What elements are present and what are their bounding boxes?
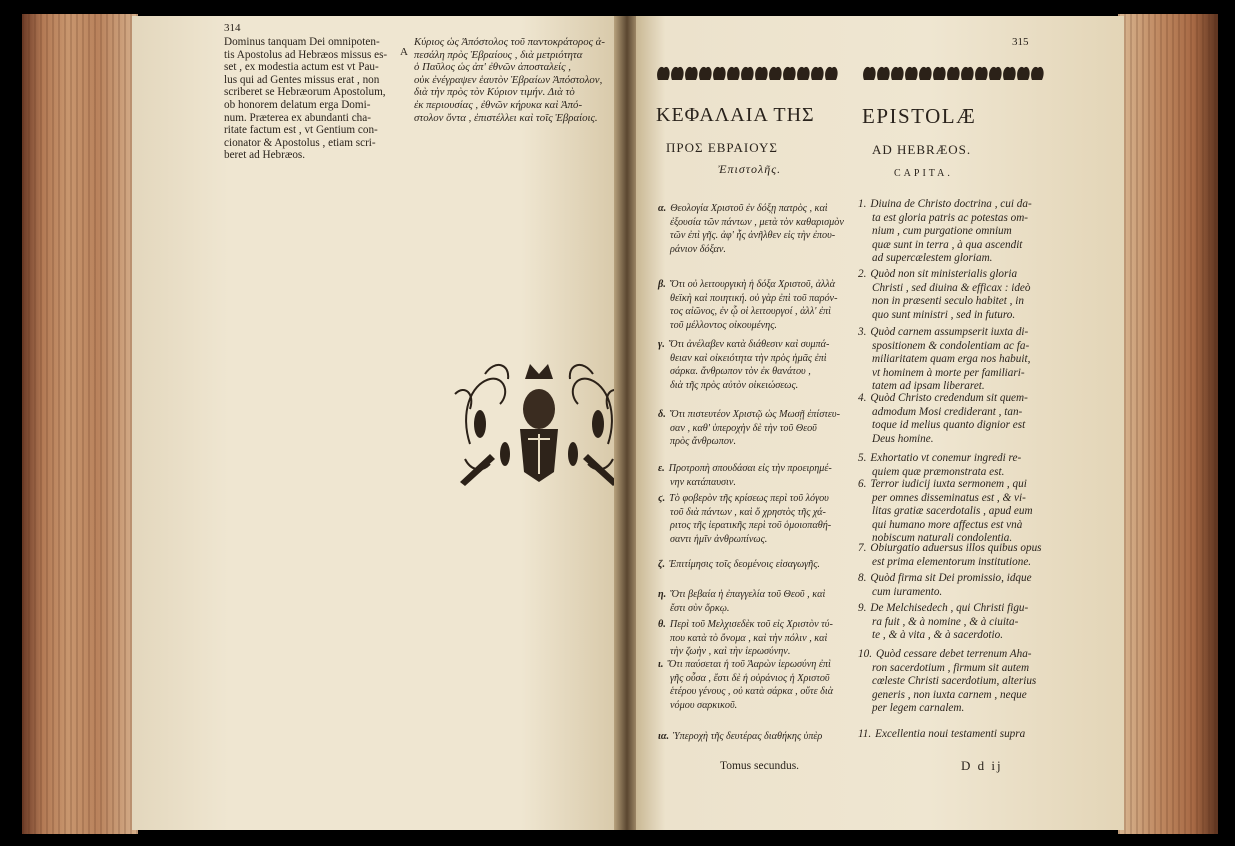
chapter-numeral: ε. bbox=[658, 463, 665, 474]
latin-line: ritate factum est , vt Gentium con- bbox=[224, 124, 378, 137]
greek-chapter-line bbox=[658, 278, 835, 292]
latin-chapter-text: Quòd Christo credendum sit quem- bbox=[870, 392, 1028, 404]
latin-chapter-line: litas gratiæ sacerdotalis , apud eum bbox=[872, 505, 1033, 518]
chapter-number: 6. bbox=[858, 478, 867, 490]
greek-chapter-text: Ὅτι παύσεται ἡ τοῦ Ἀαρὼν ἱερωσύνη ἐπὶ bbox=[667, 659, 831, 670]
greek-chapter-line bbox=[658, 492, 829, 506]
latin-line: ob honorem delatum erga Domi- bbox=[224, 99, 371, 111]
greek-chapter-line: διὰ τῆς πρὸς αὐτὸν οἰκειώσεως. bbox=[670, 379, 799, 391]
greek-chapter-line bbox=[658, 408, 840, 422]
ornament-motif bbox=[699, 67, 712, 80]
greek-chapter-text: Ὑπεροχὴ τῆς δευτέρας διαθήκης ὑπὲρ bbox=[673, 731, 823, 742]
ornament-motif bbox=[825, 67, 838, 80]
chapter-number: 5. bbox=[858, 452, 867, 464]
greek-chapter-line: ἑτέρου γένους , οὐ κατὰ σάρκα , οὔτε διὰ bbox=[670, 686, 834, 697]
ornament-motif bbox=[919, 67, 932, 80]
latin-chapter-line bbox=[858, 452, 1021, 466]
ornament-motif bbox=[933, 67, 946, 80]
greek-chapter-line: ἔστι σὺν ὅρκῳ. bbox=[670, 602, 730, 614]
greek-chapter-line: σαν , καθ' ὑπεροχὴν δὲ τὴν τοῦ Θεοῦ bbox=[670, 422, 817, 434]
greek-chapter-text: Ὅτι βεβαία ἡ ἐπαγγελία τοῦ Θεοῦ , καὶ bbox=[670, 589, 826, 600]
latin-line: lus qui ad Gentes missus erat , non bbox=[224, 73, 380, 86]
greek-chapter-text: Προτροπὴ σπουδάσαι εἰς τὴν προειρημέ- bbox=[668, 463, 832, 474]
latin-chapter-line bbox=[858, 728, 1025, 742]
greek-chapter-text: Περὶ τοῦ Μελχισεδὲκ τοῦ εἰς Χριστὸν τύ- bbox=[669, 619, 833, 630]
latin-subtitle-2: CAPITA. bbox=[894, 168, 953, 179]
greek-chapter-line: θειαν καὶ οἰκειότητα τὴν πρὸς ἡμᾶς ἐπὶ bbox=[670, 352, 827, 364]
latin-chapter-line bbox=[858, 198, 1032, 212]
latin-line: beret ad Hebræos. bbox=[224, 149, 306, 162]
greek-chapter-line: τοῦ μέλλοντος οἰκουμένης. bbox=[670, 319, 777, 331]
latin-line: num. Præterea ex abundanti cha- bbox=[224, 111, 371, 124]
greek-chapter-line: σάρκα. ἄνθρωπον τὸν ἐκ θανάτου , bbox=[670, 366, 811, 377]
latin-chapter-line: ra fuit , & à nomine , & à ciuita- bbox=[872, 615, 1019, 628]
greek-line: πεσάλη πρὸς Ἑβραίους , διὰ μετριότητα bbox=[414, 48, 583, 61]
latin-line: scriberet se Hebræorum Apostolum, bbox=[224, 86, 386, 99]
ornament-band-left bbox=[654, 62, 844, 84]
greek-chapter-line bbox=[658, 588, 825, 602]
greek-chapter-line: τὴν ζωὴν , καὶ τὴν ἱερωσύνην. bbox=[670, 646, 791, 657]
greek-chapter-line: πρὸς ἄνθρωπον. bbox=[670, 436, 736, 447]
latin-chapter-line: cœleste Christi sacerdotium, alterius bbox=[872, 675, 1037, 688]
greek-chapter-line: τος αἰῶνος, ἐν ᾧ οἱ λειτουργοί , ἀλλ' ἐπὶ bbox=[670, 306, 831, 317]
latin-chapter-line bbox=[858, 268, 1017, 282]
ornament-motif bbox=[863, 67, 876, 80]
greek-chapter-line bbox=[658, 462, 832, 476]
latin-chapter-text: Excellentia noui testamenti supra bbox=[875, 728, 1026, 740]
greek-chapter-text: Τὸ φοβερὸν τῆς κρίσεως περὶ τοῦ λόγου bbox=[669, 493, 829, 504]
greek-chapter-line bbox=[658, 558, 820, 572]
latin-chapter-line: quo sunt ministri , sed in futuro. bbox=[872, 308, 1016, 321]
chapter-number: 8. bbox=[858, 572, 867, 584]
latin-chapter-line: admodum Mosi crediderant , tan- bbox=[872, 405, 1023, 418]
latin-chapter-line: generis , non iuxta carnem , neque bbox=[872, 688, 1027, 701]
greek-line: ὁ Παῦλος ὡς ἀπ' ἐθνῶν ἀποσταλείς , bbox=[414, 61, 571, 74]
chapter-number: 4. bbox=[858, 392, 867, 404]
page-number-left: 314 bbox=[224, 22, 241, 34]
latin-chapter-text: Quòd cessare debet terrenum Aha- bbox=[875, 648, 1032, 660]
latin-chapter-line: te , & à vita , & à sacerdotio. bbox=[872, 629, 1004, 642]
latin-chapter-line: vt hominem à morte per familiari- bbox=[872, 366, 1025, 379]
ornament-motif bbox=[947, 67, 960, 80]
latin-chapter-text: Diuina de Christo doctrina , cui da- bbox=[870, 198, 1032, 210]
greek-chapter-text: Ὅτι οὐ λειτουργικὴ ἡ δόξα Χριστοῦ, ἀλλὰ bbox=[669, 279, 836, 290]
chapter-numeral: ζ. bbox=[658, 559, 666, 570]
chapter-numeral: α. bbox=[658, 203, 667, 214]
latin-chapter-line: Christi , sed diuina & efficax : ideò bbox=[872, 281, 1031, 294]
ornament-motif bbox=[713, 67, 726, 80]
greek-chapter-line bbox=[658, 202, 828, 216]
latin-chapter-line: per legem carnalem. bbox=[872, 702, 965, 715]
latin-chapter-line bbox=[858, 326, 1028, 340]
ornament-motif bbox=[811, 67, 824, 80]
latin-chapter-line bbox=[858, 392, 1028, 406]
greek-chapter-line: τῶν ἐπὶ γῆς. ἀφ' ἧς ἀνῆλθεν εἰς τὴν ἐπου- bbox=[670, 230, 836, 241]
ornament-motif bbox=[783, 67, 796, 80]
ornament-motif bbox=[769, 67, 782, 80]
greek-chapter-line bbox=[658, 618, 833, 632]
latin-chapter-line: nium , cum purgatione omnium bbox=[872, 225, 1012, 238]
greek-chapter-line: ἐξουσία τῶν πάντων , μετὰ τὸν καθαρισμὸν bbox=[670, 216, 844, 228]
ornament-band-right bbox=[860, 62, 1046, 84]
ornament-motif bbox=[671, 67, 684, 80]
latin-chapter-line: qui humano more affectus est vnà bbox=[872, 518, 1023, 531]
ornament-motif bbox=[657, 67, 670, 80]
latin-chapter-line: miliaritatem quam erga nos habuit, bbox=[872, 353, 1031, 366]
greek-title: ΚΕΦΑΛΑΙΑ ΤΗΣ bbox=[656, 104, 815, 126]
chapter-numeral: ια. bbox=[658, 731, 670, 742]
open-book bbox=[18, 10, 1218, 838]
latin-subtitle: AD HEBRÆOS. bbox=[872, 142, 972, 157]
greek-chapter-line: νην κατάπαυσιν. bbox=[670, 476, 736, 488]
greek-chapter-text: Θεολογία Χριστοῦ ἐν δόξῃ πατρὸς , καὶ bbox=[670, 203, 828, 214]
latin-chapter-text: Quòd non sit ministerialis gloria bbox=[870, 268, 1018, 280]
greek-subtitle: ΠΡΟΣ ΕΒΡΑΙΟΥΣ bbox=[666, 140, 778, 155]
ornament-motif bbox=[989, 67, 1002, 80]
latin-chapter-line: Deus homine. bbox=[872, 432, 934, 445]
ornament-motif bbox=[961, 67, 974, 80]
latin-chapter-line: cum iuramento. bbox=[872, 585, 943, 598]
margin-marker: A bbox=[400, 46, 408, 58]
latin-chapter-line: non in præsenti seculo habitet , in bbox=[872, 295, 1024, 308]
latin-chapter-line: quiem quæ præmonstrata est. bbox=[872, 465, 1005, 478]
ornament-motif bbox=[1017, 67, 1030, 80]
latin-chapter-line bbox=[858, 478, 1027, 492]
greek-chapter-line bbox=[658, 338, 829, 352]
left-page bbox=[132, 16, 618, 830]
chapter-numeral: ϛ. bbox=[658, 493, 666, 504]
latin-chapter-line: per omnes disseminatus est , & vi- bbox=[872, 491, 1026, 504]
latin-chapter-line: tatem ad ipsam liberaret. bbox=[872, 380, 985, 393]
latin-line: cionator & Apostolus , etiam scri- bbox=[224, 136, 376, 149]
greek-chapter-line bbox=[658, 658, 831, 672]
catchword: Tomus secundus. bbox=[720, 760, 800, 772]
ornament-motif bbox=[1031, 67, 1044, 80]
latin-chapter-line: toque id melius quanto dignior est bbox=[872, 419, 1026, 432]
greek-chapter-line: νόμου σαρκικοῦ. bbox=[670, 699, 738, 711]
greek-chapter-line: που κατὰ τὸ ὄνομα , καὶ τὴν πόλιν , καὶ bbox=[670, 632, 828, 644]
right-page bbox=[636, 16, 1124, 830]
latin-chapter-line bbox=[858, 542, 1042, 556]
chapter-number: 9. bbox=[858, 602, 867, 614]
latin-chapter-text: Terror iudicij iuxta sermonem , qui bbox=[870, 478, 1027, 490]
latin-line: tis Apostolus ad Hebræos missus es- bbox=[224, 48, 388, 61]
signature-mark: D d ij bbox=[961, 758, 1003, 773]
chapter-number: 7. bbox=[858, 542, 867, 554]
latin-chapter-text: Obiurgatio aduersus illos quibus opus bbox=[870, 542, 1042, 554]
printers-emblem-image bbox=[450, 354, 628, 486]
ornament-motif bbox=[755, 67, 768, 80]
chapter-number: 1. bbox=[858, 198, 867, 210]
latin-line: Dominus tanquam Dei omnipoten- bbox=[224, 36, 380, 48]
chapter-number: 10. bbox=[858, 648, 872, 660]
ornament-motif bbox=[741, 67, 754, 80]
latin-chapter-line: nobiscum naturali condolentia. bbox=[872, 532, 1013, 545]
chapter-number: 3. bbox=[858, 326, 867, 338]
greek-chapter-line bbox=[658, 730, 822, 744]
greek-chapter-line: θεϊκὴ καὶ ποιητική. οὐ γὰρ ἐπὶ τοῦ παρόν- bbox=[670, 292, 838, 304]
greek-chapter-text: Ὅτι πιστευτέον Χριστῷ ὡς Μωσῇ ἐπίστευ- bbox=[669, 409, 840, 420]
latin-chapter-line: ron sacerdotium , firmum sit autem bbox=[872, 661, 1030, 674]
greek-chapter-line: ριτος τῆς ἱερατικῆς περὶ τοῦ ὁμοιοπαθή- bbox=[670, 520, 832, 531]
latin-chapter-line: spositionem & condolentiam ac fa- bbox=[872, 339, 1030, 352]
latin-title: EPISTOLÆ bbox=[862, 104, 977, 128]
latin-chapter-line: quæ sunt in terra , à qua ascendit bbox=[872, 238, 1023, 251]
greek-chapter-text: Ἐπιτίμησις τοῖς δεομένοις εἰσαγωγῆς. bbox=[669, 559, 820, 570]
greek-line: οὐκ ἐνέγραψεν ἑαυτὸν Ἑβραίων Ἀπόστολον, bbox=[414, 73, 603, 86]
greek-subtitle-2: Ἐπιστολῆς. bbox=[718, 162, 782, 176]
greek-line: ἐκ περιουσίας , ἐθνῶν κήρυκα καὶ Ἀπό- bbox=[414, 99, 583, 111]
chapter-numeral: δ. bbox=[658, 409, 666, 420]
latin-chapter-line bbox=[858, 572, 1032, 586]
ornament-motif bbox=[905, 67, 918, 80]
chapter-numeral: η. bbox=[658, 589, 667, 600]
book-fore-edge-right bbox=[1118, 14, 1218, 834]
ornament-motif bbox=[975, 67, 988, 80]
ornament-motif bbox=[877, 67, 890, 80]
ornament-motif bbox=[891, 67, 904, 80]
chapter-numeral: ι. bbox=[658, 659, 664, 670]
ornament-motif bbox=[1003, 67, 1016, 80]
ornament-motif bbox=[797, 67, 810, 80]
greek-chapter-line: ράνιον δόξαν. bbox=[670, 243, 726, 255]
latin-chapter-text: Exhortatio vt conemur ingredi re- bbox=[870, 452, 1022, 464]
chapter-numeral: β. bbox=[658, 279, 666, 290]
chapter-numeral: θ. bbox=[658, 619, 666, 630]
latin-chapter-line bbox=[858, 602, 1028, 616]
latin-chapter-line: ad supercælestem gloriam. bbox=[872, 252, 993, 265]
latin-chapter-text: Quòd firma sit Dei promissio, idque bbox=[870, 572, 1032, 584]
latin-chapter-line bbox=[858, 648, 1032, 662]
book-fore-edge-left bbox=[22, 14, 138, 834]
page-number-right: 315 bbox=[1012, 36, 1029, 48]
latin-chapter-line: est prima elementorum institutione. bbox=[872, 555, 1032, 568]
greek-line: στολον ὄντα , ἐπιστέλλει καὶ τοῖς Ἑβραίοις. bbox=[414, 111, 598, 124]
latin-chapter-text: De Melchisedech , qui Christi figu- bbox=[870, 602, 1029, 614]
greek-chapter-line: γῆς οὖσα , ἔστι δὲ ἡ οὐράνιος ἡ Χριστοῦ bbox=[670, 672, 830, 684]
greek-chapter-text: Ὅτι ἀνέλαβεν κατὰ διάθεσιν καὶ συμπά- bbox=[668, 339, 830, 350]
greek-chapter-line: σαντι ἡμῖν ἀνθρωπίνως. bbox=[670, 533, 768, 545]
ornament-motif bbox=[727, 67, 740, 80]
latin-line: set , ex modestia actum est vt Pau- bbox=[224, 61, 379, 74]
greek-line: Κύριος ὡς Ἀπόστολος τοῦ παντοκράτορος ἀ- bbox=[414, 36, 605, 48]
ornament-motif bbox=[685, 67, 698, 80]
greek-chapter-line: τοῦ διὰ πάντων , καὶ ὅ χρηστὸς τῆς χά- bbox=[670, 506, 826, 518]
chapter-numeral: γ. bbox=[658, 339, 665, 350]
latin-chapter-text: Quòd carnem assumpserit iuxta di- bbox=[870, 326, 1029, 338]
chapter-number: 2. bbox=[858, 268, 867, 280]
latin-chapter-line: ta est gloria patris ac potestas om- bbox=[872, 211, 1029, 224]
chapter-number: 11. bbox=[858, 728, 872, 740]
greek-line: διὰ τὴν πρὸς τὸν Κύριον τιμήν. Διὰ τὸ bbox=[414, 86, 575, 99]
